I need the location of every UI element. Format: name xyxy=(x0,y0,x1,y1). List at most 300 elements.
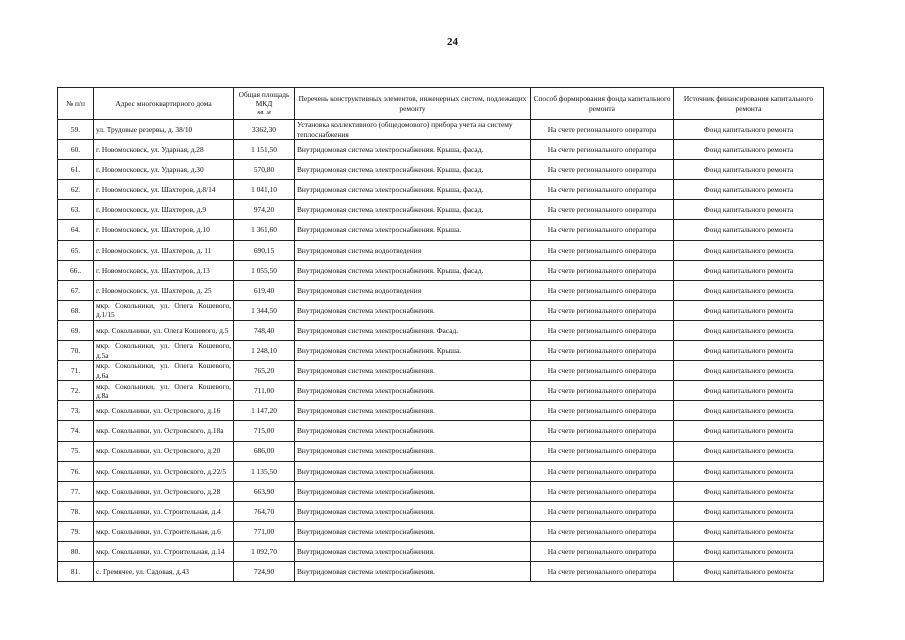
row-source-text: Фонд капитального ремонта xyxy=(703,567,794,576)
row-works xyxy=(295,240,531,260)
row-source-text: Фонд капитального ремонта xyxy=(703,145,794,155)
row-address xyxy=(94,341,234,361)
row-method xyxy=(531,320,674,340)
row-works xyxy=(295,140,531,160)
row-works xyxy=(295,280,531,300)
row-number xyxy=(58,341,94,361)
row-works-text: Внутридомовая система электроснабжения. xyxy=(297,305,435,315)
row-number xyxy=(58,220,94,240)
row-address-text: мкр. Сокольники, ул. Строительная, д.6 xyxy=(96,526,221,536)
row-method xyxy=(531,280,674,300)
row-works-text: Внутридомовая система водоотведения xyxy=(297,245,422,255)
table-row xyxy=(58,521,824,541)
row-method-text: На счете регионального оператора xyxy=(547,406,657,416)
table-row xyxy=(58,160,824,180)
row-source-text: Фонд капитального ремонта xyxy=(703,426,794,436)
row-address-text: мкр. Сокольники, ул. Олега Кошевого, д.5а xyxy=(96,341,231,360)
row-number-text: 79. xyxy=(70,526,81,536)
row-source-text: Фонд капитального ремонта xyxy=(703,486,794,496)
row-method-text: На счете регионального оператора xyxy=(547,567,657,576)
row-method xyxy=(531,240,674,260)
row-area-text: 1 151,50 xyxy=(251,145,277,155)
row-address xyxy=(94,481,234,501)
row-source-text: Фонд капитального ремонта xyxy=(703,446,794,456)
row-area-text: 1 361,60 xyxy=(251,225,277,235)
table-row xyxy=(58,140,824,160)
row-source xyxy=(674,401,824,421)
row-number-text: 68. xyxy=(70,305,81,315)
row-source xyxy=(674,421,824,441)
row-works-text: Установка коллективного (общедомового) прибора учета на систему теплоснабжения xyxy=(297,120,513,139)
row-method xyxy=(531,401,674,421)
row-works-text: Внутридомовая система электроснабжения. Крыша, фасад. xyxy=(297,265,484,275)
row-method xyxy=(531,200,674,220)
row-source-text: Фонд капитального ремонта xyxy=(703,526,794,536)
row-method-text: На счете регионального оператора xyxy=(547,185,657,195)
row-address-text: г. Новомосковск, ул. Шахтеров, д. 25 xyxy=(96,285,212,295)
row-method-text: На счете регионального оператора xyxy=(547,205,657,215)
row-number xyxy=(58,120,94,140)
row-method xyxy=(531,441,674,461)
row-method-text: На счете регионального оператора xyxy=(547,386,657,396)
row-address xyxy=(94,521,234,541)
row-source-text: Фонд капитального ремонта xyxy=(703,225,794,235)
row-works-text: Внутридомовая система электроснабжения. Крыша, фасад. xyxy=(297,185,484,195)
row-source xyxy=(674,562,824,582)
table-row xyxy=(58,120,824,140)
row-method xyxy=(531,160,674,180)
row-works-text: Внутридомовая система электроснабжения. xyxy=(297,426,435,436)
row-source-text: Фонд капитального ремонта xyxy=(703,506,794,516)
header-address: Адрес многоквартирного дома xyxy=(94,88,234,120)
row-works-text: Внутридомовая система электроснабжения. xyxy=(297,386,435,396)
row-area xyxy=(234,180,295,200)
row-area-text: 765,20 xyxy=(253,366,275,376)
row-address-text: мкр. Сокольники, ул. Островского, д.16 xyxy=(96,406,221,416)
header-source: Источник финансирования капитального ремонта xyxy=(674,88,824,120)
table-header-row xyxy=(58,88,824,120)
row-source xyxy=(674,240,824,260)
row-source xyxy=(674,441,824,461)
row-area-text: 619,40 xyxy=(253,285,275,295)
row-address-text: г. Новомосковск, ул. Шахтеров, д.8/14 xyxy=(96,185,216,195)
row-address-text: мкр. Сокольники, ул. Олега Кошевого, д.8а xyxy=(96,381,231,400)
row-address-text: мкр. Сокольники, ул. Островского, д.22/5 xyxy=(96,466,227,476)
row-works-text: Внутридомовая система электроснабжения. xyxy=(297,366,435,376)
row-works-text: Внутридомовая система электроснабжения. xyxy=(297,567,435,576)
row-number-text: 72. xyxy=(70,386,81,396)
row-number-text: 71. xyxy=(70,366,81,376)
row-works xyxy=(295,341,531,361)
row-area-text: 724,90 xyxy=(253,567,275,576)
row-number xyxy=(58,361,94,381)
header-area-units: кв. м xyxy=(257,109,271,117)
row-source xyxy=(674,320,824,340)
row-works-text: Внутридомовая система электроснабжения. Крыша. xyxy=(297,225,462,235)
capital-repair-table xyxy=(57,87,824,582)
row-source-text: Фонд капитального ремонта xyxy=(703,366,794,376)
row-address xyxy=(94,381,234,401)
row-works xyxy=(295,200,531,220)
row-works-text: Внутридомовая система электроснабжения. Крыша, фасад. xyxy=(297,165,484,175)
row-number xyxy=(58,521,94,541)
row-area xyxy=(234,220,295,240)
header-method: Способ формирования фонда капитального ремонта xyxy=(531,88,674,120)
row-number xyxy=(58,320,94,340)
row-works-text: Внутридомовая система электроснабжения. xyxy=(297,546,435,556)
row-source xyxy=(674,361,824,381)
row-source xyxy=(674,280,824,300)
row-method xyxy=(531,541,674,561)
table-row xyxy=(58,300,824,320)
row-works xyxy=(295,461,531,481)
row-source-text: Фонд капитального ремонта xyxy=(703,265,794,275)
row-source-text: Фонд капитального ремонта xyxy=(703,205,794,215)
row-address-text: мкр. Сокольники, ул. Островского, д.18а xyxy=(96,426,224,436)
row-number-text: 74. xyxy=(70,426,81,436)
row-works xyxy=(295,381,531,401)
row-number-text: 60. xyxy=(70,145,81,155)
row-number-text: 81. xyxy=(70,567,81,576)
row-address xyxy=(94,300,234,320)
table-row xyxy=(58,320,824,340)
row-method xyxy=(531,481,674,501)
table-row xyxy=(58,501,824,521)
row-number xyxy=(58,481,94,501)
row-number-text: 78. xyxy=(70,506,81,516)
table-row xyxy=(58,401,824,421)
row-area xyxy=(234,341,295,361)
row-area-text: 1 147,20 xyxy=(251,406,277,416)
row-address-text: г. Новомосковск, ул. Шахтеров, д.13 xyxy=(96,265,210,275)
row-number-text: 77. xyxy=(70,486,81,496)
row-area xyxy=(234,300,295,320)
row-area xyxy=(234,481,295,501)
table-row xyxy=(58,260,824,280)
row-address xyxy=(94,541,234,561)
row-address-text: г. Новомосковск, ул. Ударная, д.30 xyxy=(96,165,204,175)
row-method-text: На счете регионального оператора xyxy=(547,526,657,536)
row-source-text: Фонд капитального ремонта xyxy=(703,285,794,295)
row-address xyxy=(94,501,234,521)
row-area xyxy=(234,140,295,160)
row-address-text: ул. Трудовые резервы, д. 38/10 xyxy=(96,124,193,134)
row-number xyxy=(58,461,94,481)
row-works xyxy=(295,521,531,541)
row-number xyxy=(58,160,94,180)
row-address xyxy=(94,441,234,461)
row-address-text: мкр. Сокольники, ул. Олега Кошевого, д.1/15 xyxy=(96,301,231,320)
row-source xyxy=(674,300,824,320)
row-address xyxy=(94,180,234,200)
header-area-label: Общая площадь МКД xyxy=(238,89,290,108)
row-area xyxy=(234,401,295,421)
table-row xyxy=(58,240,824,260)
row-number xyxy=(58,401,94,421)
row-area-text: 686,00 xyxy=(253,446,275,456)
row-address-text: мкр. Сокольники, ул. Строительная, д.14 xyxy=(96,546,225,556)
row-source xyxy=(674,521,824,541)
row-works-text: Внутридомовая система электроснабжения. Крыша, фасад. xyxy=(297,205,484,215)
row-works xyxy=(295,120,531,140)
row-source-text: Фонд капитального ремонта xyxy=(703,185,794,195)
row-works xyxy=(295,260,531,280)
row-method-text: На счете регионального оператора xyxy=(547,245,657,255)
row-source xyxy=(674,461,824,481)
row-area-text: 1 092,70 xyxy=(251,546,277,556)
row-area-text: 748,40 xyxy=(253,325,275,335)
row-number xyxy=(58,441,94,461)
row-address xyxy=(94,140,234,160)
table-body xyxy=(58,120,824,582)
table-row xyxy=(58,421,824,441)
row-works-text: Внутридомовая система электроснабжения. Крыша, фасад. xyxy=(297,145,484,155)
row-source xyxy=(674,341,824,361)
row-source xyxy=(674,180,824,200)
row-source-text: Фонд капитального ремонта xyxy=(703,124,794,134)
row-area xyxy=(234,421,295,441)
table-row xyxy=(58,341,824,361)
table-row xyxy=(58,461,824,481)
row-address xyxy=(94,120,234,140)
row-area-text: 764,70 xyxy=(253,506,275,516)
row-method-text: На счете регионального оператора xyxy=(547,325,657,335)
row-address-text: с. Гремячее, ул. Садовая, д.43 xyxy=(96,567,189,576)
row-method xyxy=(531,300,674,320)
row-source xyxy=(674,501,824,521)
row-source xyxy=(674,541,824,561)
row-method-text: На счете регионального оператора xyxy=(547,446,657,456)
row-number xyxy=(58,541,94,561)
row-area xyxy=(234,160,295,180)
row-number-text: 75. xyxy=(70,446,81,456)
row-area xyxy=(234,361,295,381)
row-area-text: 771,00 xyxy=(253,526,275,536)
row-area-text: 1 055,50 xyxy=(251,265,277,275)
row-method-text: На счете регионального оператора xyxy=(547,366,657,376)
row-number xyxy=(58,381,94,401)
row-method-text: На счете регионального оператора xyxy=(547,466,657,476)
row-area xyxy=(234,541,295,561)
row-area xyxy=(234,381,295,401)
row-source xyxy=(674,481,824,501)
row-source-text: Фонд капитального ремонта xyxy=(703,245,794,255)
row-method-text: На счете регионального оператора xyxy=(547,124,657,134)
row-address xyxy=(94,361,234,381)
row-number-text: 80. xyxy=(70,546,81,556)
row-number-text: 59. xyxy=(70,124,81,134)
row-works xyxy=(295,481,531,501)
row-source xyxy=(674,220,824,240)
row-works xyxy=(295,562,531,582)
row-works xyxy=(295,300,531,320)
row-source xyxy=(674,120,824,140)
row-method xyxy=(531,341,674,361)
row-method-text: На счете регионального оператора xyxy=(547,265,657,275)
row-method-text: На счете регионального оператора xyxy=(547,426,657,436)
row-area xyxy=(234,200,295,220)
row-works-text: Внутридомовая система электроснабжения. xyxy=(297,406,435,416)
row-area xyxy=(234,562,295,582)
row-method xyxy=(531,361,674,381)
row-address xyxy=(94,320,234,340)
row-number xyxy=(58,260,94,280)
row-source-text: Фонд капитального ремонта xyxy=(703,325,794,335)
row-works-text: Внутридомовая система электроснабжения. xyxy=(297,486,435,496)
row-method xyxy=(531,220,674,240)
row-number xyxy=(58,421,94,441)
row-address-text: мкр. Сокольники, ул. Строительная, д.4 xyxy=(96,506,221,516)
row-method-text: На счете регионального оператора xyxy=(547,506,657,516)
row-method xyxy=(531,501,674,521)
row-works-text: Внутридомовая система электроснабжения. Фасад. xyxy=(297,325,459,335)
row-works xyxy=(295,160,531,180)
row-address xyxy=(94,240,234,260)
row-method-text: На счете регионального оператора xyxy=(547,285,657,295)
row-source xyxy=(674,381,824,401)
row-number-text: 76. xyxy=(70,466,81,476)
row-number-text: 64. xyxy=(70,225,81,235)
header-works: Перечень конструктивных элементов, инженерных систем, подлежащих ремонту xyxy=(295,88,531,120)
row-method xyxy=(531,260,674,280)
row-works-text: Внутридомовая система электроснабжения. xyxy=(297,506,435,516)
row-area xyxy=(234,441,295,461)
row-method xyxy=(531,120,674,140)
row-address-text: мкр. Сокольники, ул. Олега Кошевого, д.5 xyxy=(96,325,229,335)
row-address xyxy=(94,562,234,582)
row-area xyxy=(234,260,295,280)
table-row xyxy=(58,381,824,401)
row-method xyxy=(531,421,674,441)
row-area xyxy=(234,120,295,140)
table-row xyxy=(58,200,824,220)
table-row xyxy=(58,481,824,501)
row-area xyxy=(234,461,295,481)
row-number-text: 66.. xyxy=(69,265,82,275)
row-method-text: На счете регионального оператора xyxy=(547,305,657,315)
row-method-text: На счете регионального оператора xyxy=(547,145,657,155)
row-works xyxy=(295,220,531,240)
row-address-text: г. Новомосковск, ул. Шахтеров, д. 11 xyxy=(96,245,212,255)
row-works-text: Внутридомовая система водоотведения xyxy=(297,285,422,295)
row-area-text: 974,20 xyxy=(253,205,275,215)
row-method-text: На счете регионального оператора xyxy=(547,345,657,355)
row-works xyxy=(295,441,531,461)
row-source xyxy=(674,260,824,280)
row-area xyxy=(234,501,295,521)
row-method xyxy=(531,562,674,582)
row-address xyxy=(94,280,234,300)
row-address-text: мкр. Сокольники, ул. Олега Кошевого, д.6а xyxy=(96,361,231,380)
row-source xyxy=(674,140,824,160)
row-address-text: г. Новомосковск, ул. Шахтеров, д.10 xyxy=(96,225,210,235)
row-number xyxy=(58,562,94,582)
row-number xyxy=(58,280,94,300)
row-number xyxy=(58,200,94,220)
row-address-text: мкр. Сокольники, ул. Островского, д.28 xyxy=(96,486,221,496)
row-address-text: г. Новомосковск, ул. Ударная, д.28 xyxy=(96,145,204,155)
row-number xyxy=(58,240,94,260)
row-number xyxy=(58,180,94,200)
row-method xyxy=(531,381,674,401)
table-row xyxy=(58,220,824,240)
row-works-text: Внутридомовая система электроснабжения. xyxy=(297,526,435,536)
row-source-text: Фонд капитального ремонта xyxy=(703,165,794,175)
row-works xyxy=(295,180,531,200)
row-works-text: Внутридомовая система электроснабжения. Крыша. xyxy=(297,345,462,355)
row-area-text: 1 248,10 xyxy=(251,345,277,355)
row-works-text: Внутридомовая система электроснабжения. xyxy=(297,446,435,456)
row-number-text: 63. xyxy=(70,205,81,215)
row-method-text: На счете регионального оператора xyxy=(547,546,657,556)
row-works xyxy=(295,501,531,521)
row-number xyxy=(58,300,94,320)
row-area-text: 3362,30 xyxy=(251,124,277,134)
row-area-text: 715,00 xyxy=(253,426,275,436)
row-method xyxy=(531,180,674,200)
row-source-text: Фонд капитального ремонта xyxy=(703,546,794,556)
row-works xyxy=(295,320,531,340)
row-address xyxy=(94,401,234,421)
table-row xyxy=(58,562,824,582)
row-address xyxy=(94,220,234,240)
row-source xyxy=(674,200,824,220)
table-row xyxy=(58,280,824,300)
row-area-text: 663,90 xyxy=(253,486,275,496)
row-method xyxy=(531,140,674,160)
row-area xyxy=(234,320,295,340)
row-address xyxy=(94,200,234,220)
page-number: 24 xyxy=(447,36,458,48)
row-works xyxy=(295,361,531,381)
row-number-text: 69. xyxy=(70,325,81,335)
row-number xyxy=(58,140,94,160)
table-row xyxy=(58,180,824,200)
row-address xyxy=(94,421,234,441)
row-number-text: 65. xyxy=(70,245,81,255)
row-method-text: На счете регионального оператора xyxy=(547,225,657,235)
row-number-text: 67. xyxy=(70,285,81,295)
row-method xyxy=(531,461,674,481)
row-address xyxy=(94,160,234,180)
row-address xyxy=(94,260,234,280)
row-area-text: 1 041,10 xyxy=(251,185,277,195)
row-source-text: Фонд капитального ремонта xyxy=(703,466,794,476)
table-row xyxy=(58,541,824,561)
row-source-text: Фонд капитального ремонта xyxy=(703,305,794,315)
row-works xyxy=(295,541,531,561)
row-source-text: Фонд капитального ремонта xyxy=(703,345,794,355)
row-address xyxy=(94,461,234,481)
row-works xyxy=(295,401,531,421)
row-area-text: 690,15 xyxy=(253,245,275,255)
row-number-text: 70. xyxy=(70,345,81,355)
table-row xyxy=(58,441,824,461)
header-num: № п/п xyxy=(58,88,94,120)
row-method-text: На счете регионального оператора xyxy=(547,165,657,175)
row-works xyxy=(295,421,531,441)
row-address-text: мкр. Сокольники, ул. Островского, д.20 xyxy=(96,446,221,456)
row-area xyxy=(234,280,295,300)
header-area xyxy=(234,88,295,120)
row-works-text: Внутридомовая система электроснабжения. xyxy=(297,466,435,476)
row-area xyxy=(234,521,295,541)
row-number xyxy=(58,501,94,521)
row-area-text: 1 135,50 xyxy=(251,466,277,476)
row-address-text: г. Новомосковск, ул. Шахтеров, д.9 xyxy=(96,205,207,215)
row-area-text: 711,00 xyxy=(253,386,275,396)
row-area-text: 570,80 xyxy=(253,165,275,175)
